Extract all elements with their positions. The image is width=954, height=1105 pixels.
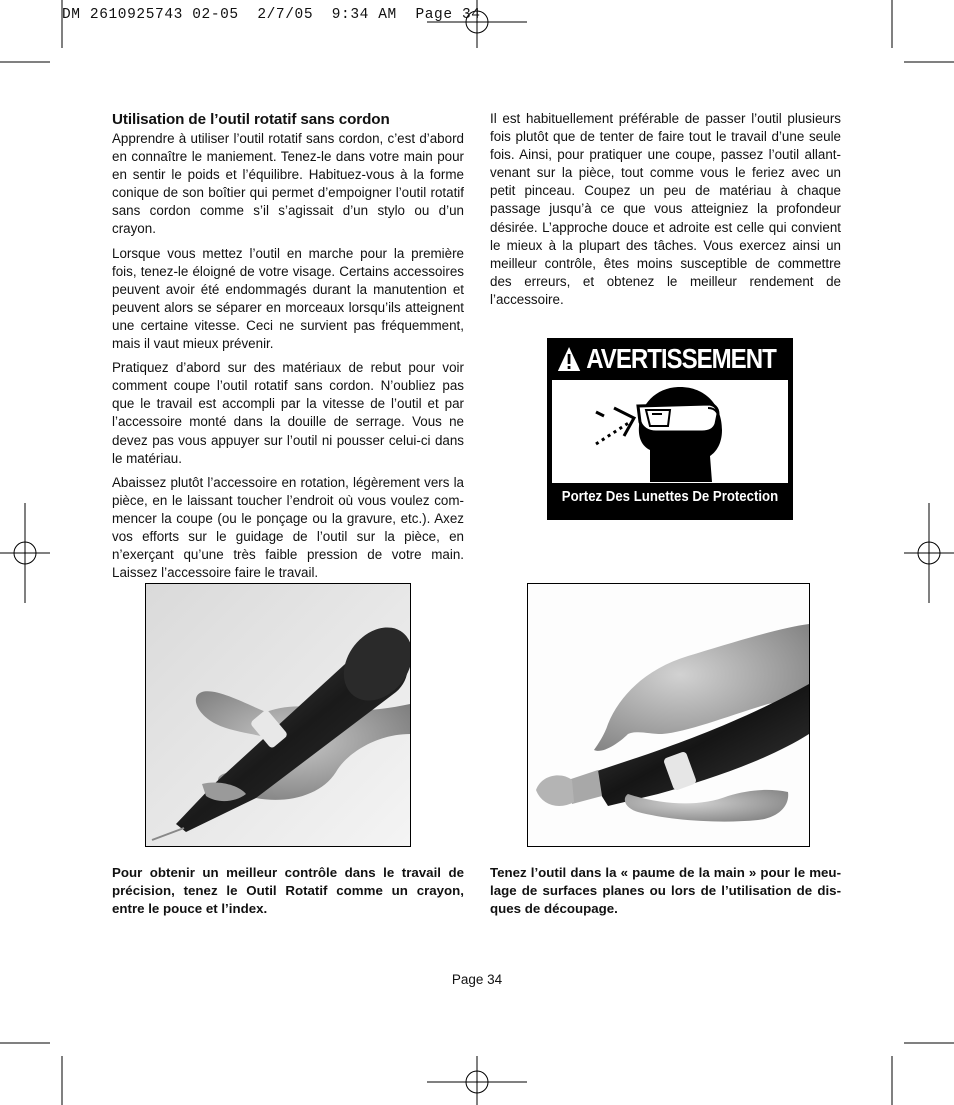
warning-illustration [552, 380, 788, 483]
palm-grip-photo [527, 583, 810, 847]
paragraph: Il est habituellement préférable de passer l’outil plusieurs fois plutôt que de tenter de faire tout le travail d’une seule fois. Ainsi, pour pratiquer une coupe, passez l’outil allantvenant sur la pièce, tout comme vous le feriez avec un petit pinceau. Coupez un peu de matériau à chaque passage jusqu’à ce que vous atteigniez la profondeur désirée. L’approche douce et adroite est celle qui convient le mieux à la plupart des tâches. Vous exercez ainsi un meilleur contrôle, êtes moins susceptible de commettre des erreurs, et obtenez le meilleur rendement de l’accessoire. [490, 111, 841, 307]
pencil-grip-illustration [146, 584, 410, 846]
warning-triangle-icon [557, 346, 581, 372]
print-header-stamp: DM 2610925743 02-05 2/7/05 9:34 AM Page 34 [62, 7, 481, 23]
palm-grip-illustration [528, 584, 809, 846]
right-column [490, 110, 841, 315]
warning-title [557, 340, 776, 378]
photo-caption: Pour obtenir un meilleur contrôle dans le travail de précision, tenez le Outil Rotatif comme un crayon, entre le pouce et l’index. [112, 865, 464, 917]
photo-caption: Tenez l’outil dans la « paume de la main » pour le meulage de surfaces planes ou lors de l’utilisation de disques de découpage. [490, 865, 841, 917]
warning-caption: Portez Des Lunettes De Protection [561, 488, 779, 505]
paragraph: Apprendre à utiliser l’outil rotatif sans cordon, c’est d’abord en connaître le maniement. Tenez-le dans votre main pour en sentir le poids et l’équilibre. Habituez-vous à la forme conique de son boîtier qui permet d’empoigner l’outil rotatif sans cordon comme s’il s’agissait d’un stylo ou d’un crayon. [112, 131, 464, 237]
page-number: Page 34 [451, 972, 503, 987]
section-heading: Utilisation de l’outil rotatif sans cordon [112, 111, 390, 128]
left-column [112, 110, 464, 588]
safety-glasses-icon [552, 380, 788, 483]
paragraph: Abaissez plutôt l’accessoire en rotation, légèrement vers la pièce, en le laissant toucher l’endroit où vous voulez commencer la coupe (ou le ponçage ou la gravure, etc.). Axez vos efforts sur le guidage de l’outil sur la pièce, en n’exerçant qu’une très faible pression de votre main. Laissez l’accessoire faire le travail. [112, 474, 464, 581]
pencil-grip-photo [145, 583, 411, 847]
paragraph: Pratiquez d’abord sur des matériaux de rebut pour voir comment coupe l’outil rotatif sans cordon. N’oubliez pas que le travail est accompli par la vitesse de l’outil et par l’accessoire monté dans la douille de serrage. Vous ne devez pas vous appuyer sur l’outil ni pousser celui-ci dans le matériau. [112, 360, 464, 466]
warning-title-text: AVERTISSEMENT [586, 343, 776, 374]
warning-box [547, 338, 793, 520]
paragraph: Lorsque vous mettez l’outil en marche pour la première fois, tenez-le éloigné de votre visage. Certains accessoires peuvent avoir été endommagés durant la manutention et peuvent alors se séparer en morceaux lorsqu’ils atteignent une certaine vitesse. Ceci ne survient pas fréquemment, mais il vaut mieux prévenir. [112, 245, 464, 352]
